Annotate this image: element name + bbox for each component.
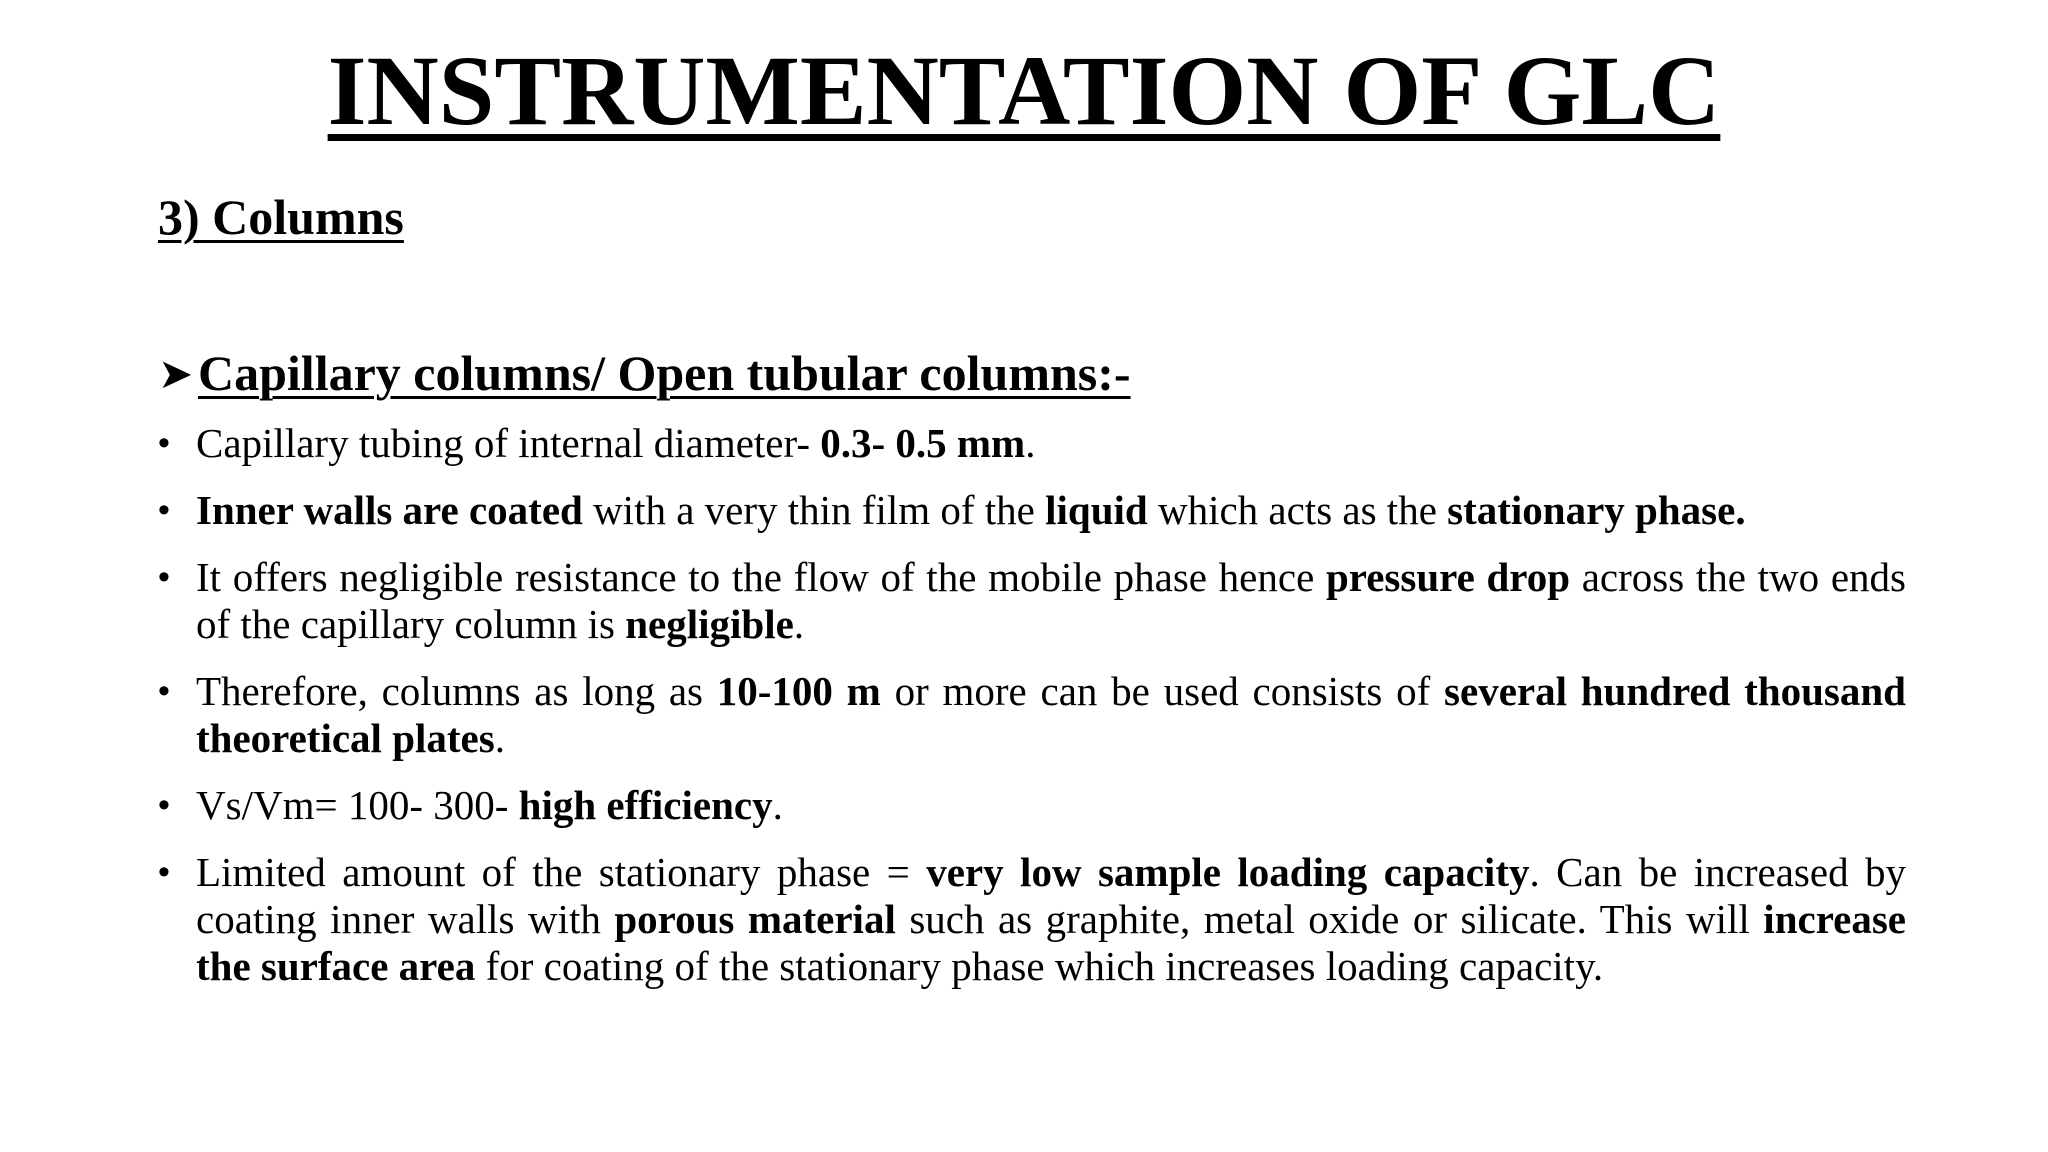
bullet-list <box>158 420 1906 1010</box>
bullet-bold-text: high efficiency <box>518 782 773 828</box>
bullet-bold-text: Inner walls are coated <box>196 487 583 533</box>
bullet-bold-text: negligible <box>625 601 794 647</box>
subheading-text: Capillary columns/ Open tubular columns:- <box>198 345 1131 401</box>
bullet-dot-icon: • <box>158 786 170 824</box>
bullet-bold-text: liquid <box>1045 487 1148 533</box>
bullet-text: . <box>1025 420 1036 466</box>
bullet-item <box>158 554 1906 648</box>
bullet-bold-text: 10-100 m <box>716 668 881 714</box>
bullet-bold-text: 0.3- 0.5 mm <box>820 420 1026 466</box>
bullet-text: . Can be increased by coating inner walls with <box>196 849 1906 942</box>
bullet-bold-text: very low sample loading capacity <box>926 849 1530 895</box>
bullet-item <box>158 420 1906 467</box>
section-heading: 3) Columns <box>158 189 404 245</box>
bullet-bold-text: porous material <box>614 896 896 942</box>
bullet-text: which acts as the <box>1147 487 1448 533</box>
bullet-item <box>158 782 1906 829</box>
bullet-text: . <box>494 715 505 761</box>
bullet-text: for coating of the stationary phase which increases loading capacity. <box>475 943 1604 989</box>
bullet-dot-icon: • <box>158 491 170 529</box>
bullet-dot-icon: • <box>158 558 170 596</box>
bullet-bold-text: increase the surface area <box>196 896 1906 989</box>
bullet-text: or more can be used consists of <box>880 668 1445 714</box>
bullet-text: Limited amount of the stationary phase = <box>196 849 927 895</box>
bullet-text: such as graphite, metal oxide or silicate. This will <box>895 896 1764 942</box>
bullet-dot-icon: • <box>158 424 170 462</box>
bullet-text: It offers negligible resistance to the flow of the mobile phase hence <box>196 554 1326 600</box>
bullet-item <box>158 849 1906 990</box>
subheading <box>158 346 1131 401</box>
bullet-item <box>158 668 1906 762</box>
bullet-text: . <box>793 601 805 647</box>
bullet-dot-icon: • <box>158 672 170 710</box>
bullet-bold-text: several hundred thousand theoretical plates <box>196 668 1906 761</box>
bullet-text: Vs/Vm= 100- 300- <box>196 782 519 828</box>
bullet-text: Capillary tubing of internal diameter- <box>196 420 821 466</box>
bullet-dot-icon: • <box>158 853 170 891</box>
slide-title: INSTRUMENTATION OF GLC <box>327 35 1721 146</box>
bullet-text: across the two ends of the capillary column is <box>196 554 1906 647</box>
bullet-bold-text: stationary phase. <box>1447 487 1746 533</box>
bullet-bold-text: pressure drop <box>1325 554 1571 600</box>
bullet-item <box>158 487 1906 534</box>
bullet-text: . <box>772 782 783 828</box>
bullet-text: Therefore, columns as long as <box>196 668 717 714</box>
bullet-text: with a very thin film of the <box>582 487 1046 533</box>
arrow-bullet-icon: ➤ <box>158 349 194 398</box>
